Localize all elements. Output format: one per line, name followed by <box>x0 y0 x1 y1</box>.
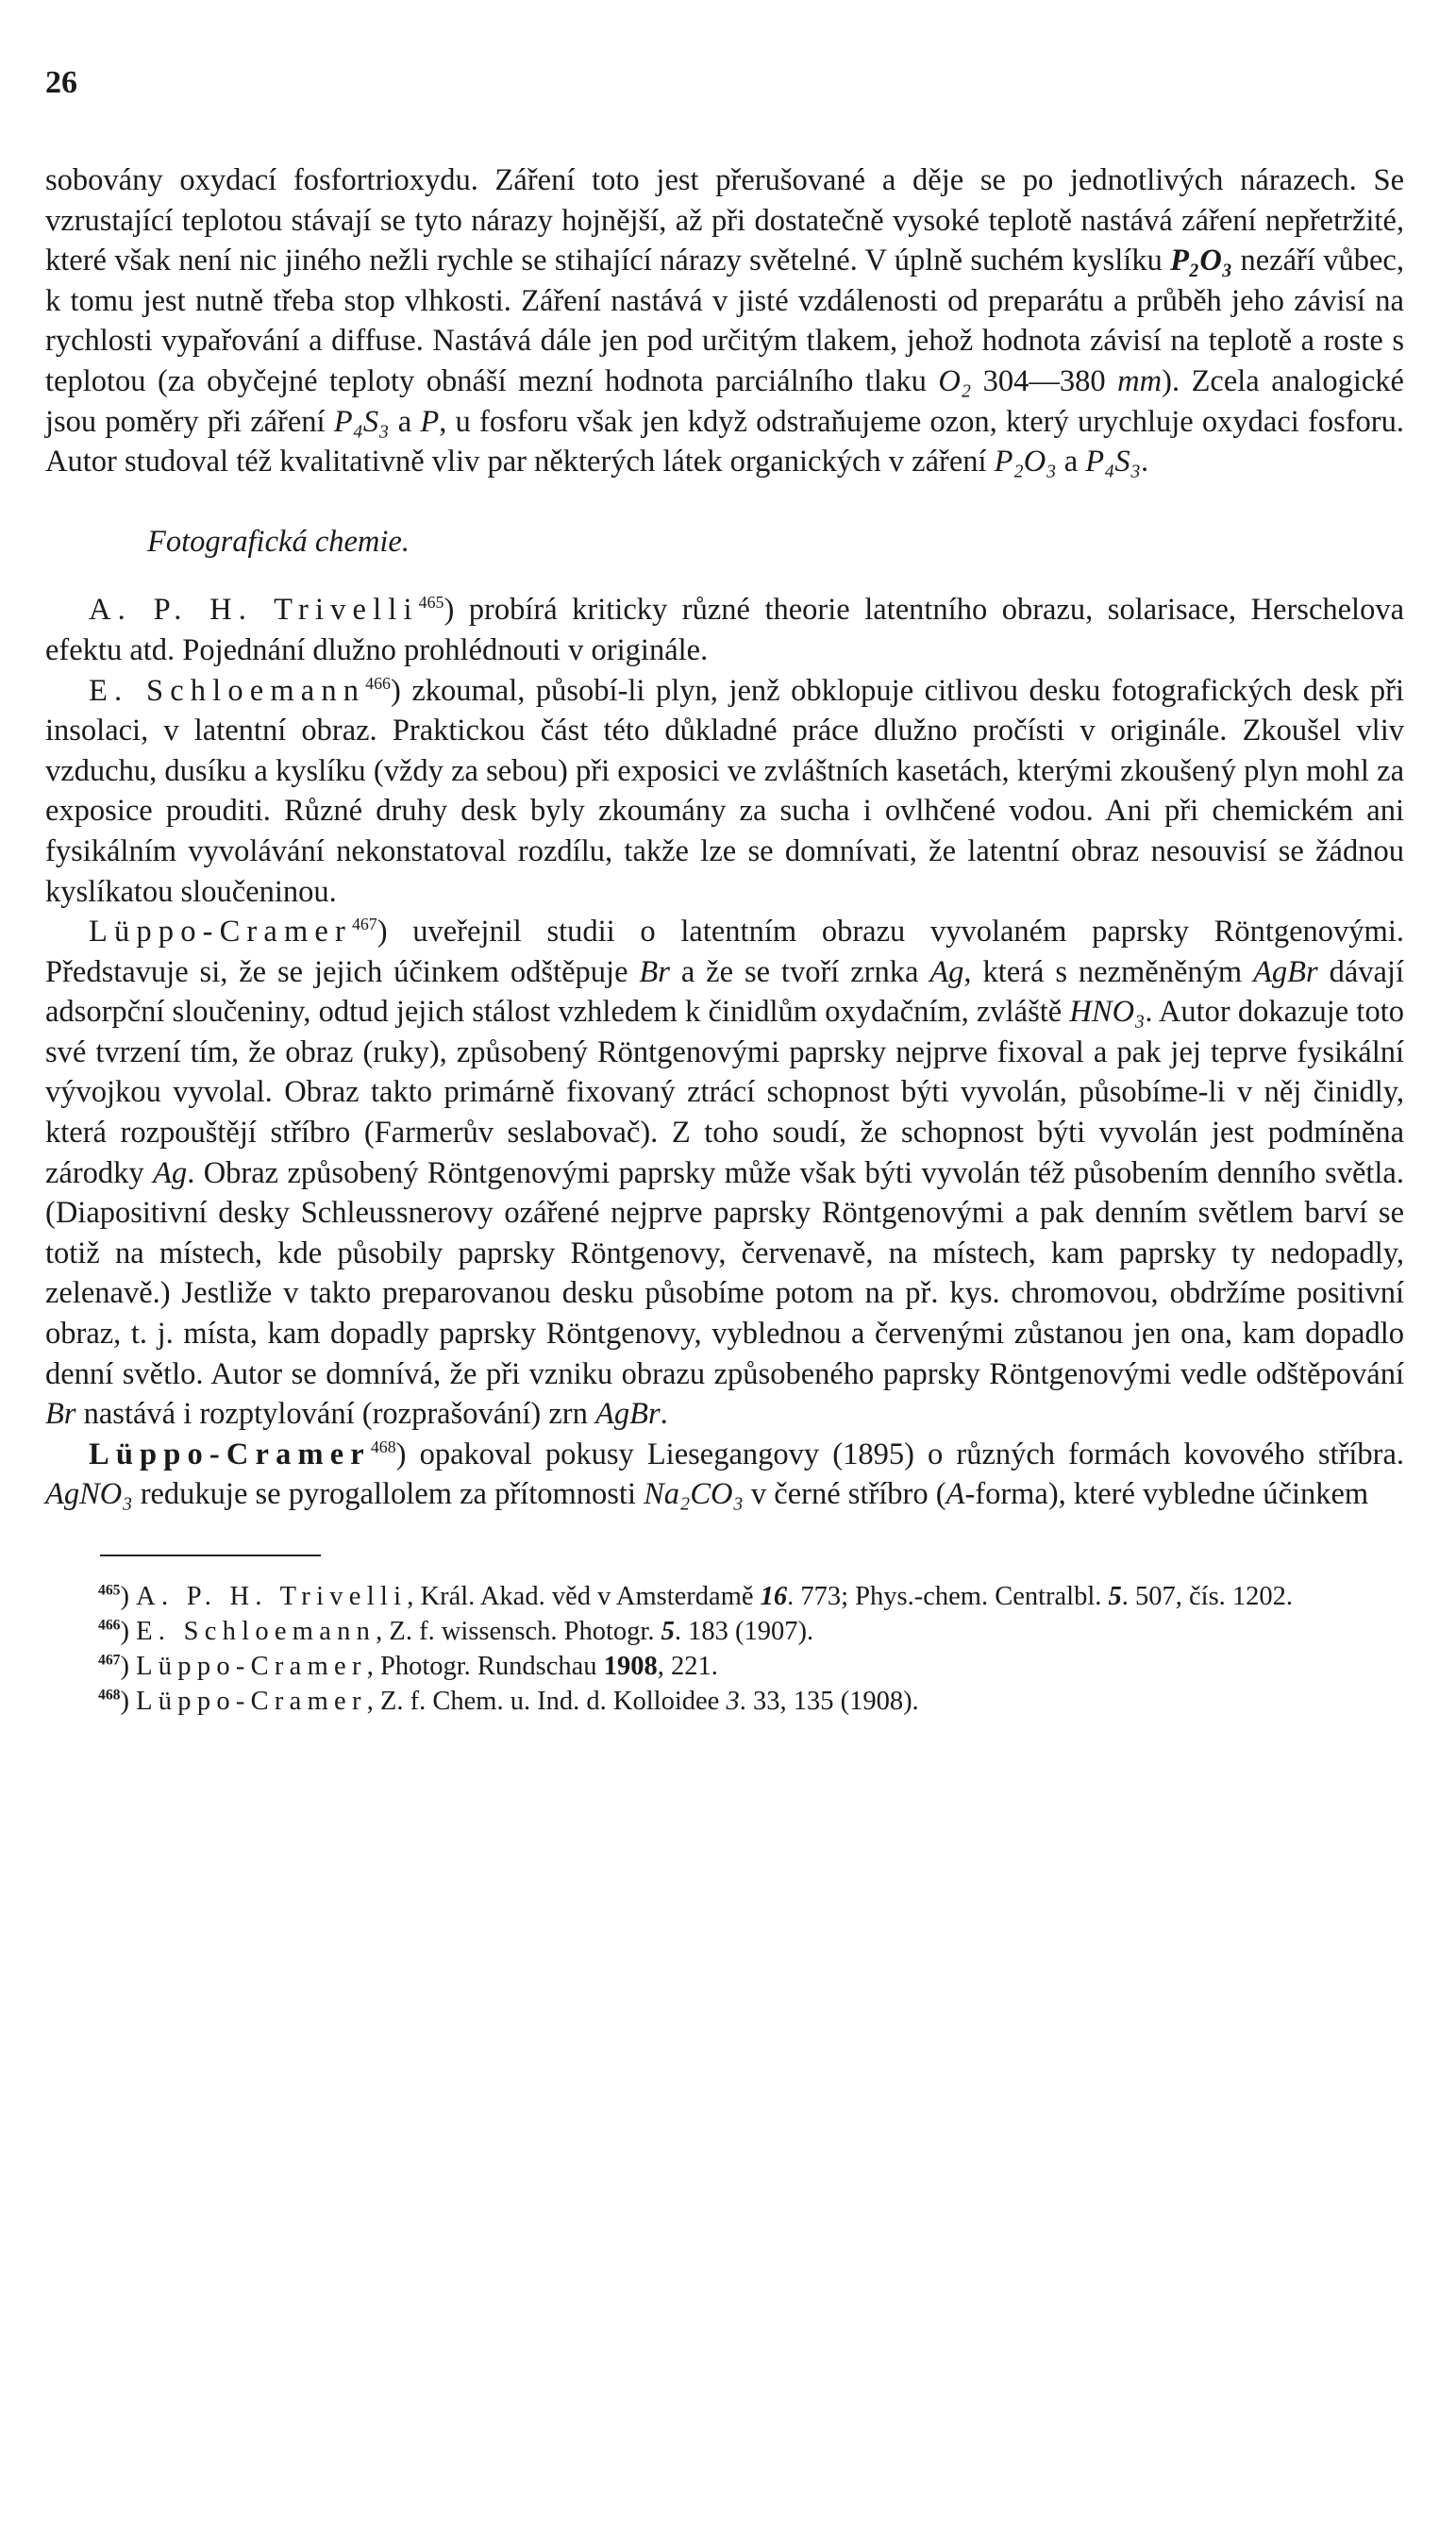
formula: Br <box>639 954 670 989</box>
formula: AgBr <box>595 1397 661 1432</box>
paragraph-luppo-cramer-1: Lüppo-Cramer$^{467}$) uveřejnil studii o latentním obrazu vyvolaném paprsky Röntgenovými. Představuje si, že se jejich účinkem odštěpuje Br a že se tvoří zrnka Ag, která s nezměněným AgBr dávají adsorpční sloučeniny, odtud jejich stálost vzhledem k činidlům oxydačním, zvláště HNO₃. Autor dokazuje toto své tvrzení tím, že obraz (ruky), způsobený Röntgenovými paprsky nejprve fixoval a pak jej teprve fysikální vývojkou vyvolal. Obraz takto primárně fixovaný ztrácí schopnost býti vyvolán, působíme-li v něj činidly, která rozpouštějí stříbro (Farmerův seslabovač). Z toho soudí, že schopnost býti vyvolán jest podmíněna zárodky Ag. Obraz způsobený Röntgenovými paprsky může však býti vyvolán též působením denního světla. (Diapositivní desky Schleussnerovy ozářené nejprve paprsky Röntgenovými a pak denním světlem barví se totiž na místech, kde působily paprsky Röntgenovy, červenavě, na místech, kam paprsky ty nedopadly, zelenavě.) Jestliže v takto preparovanou desku působíme potom na př. kys. chromovou, obdržíme positivní obraz, t. j. místa, kam dopadly paprsky Röntgenovy, vyblednou a červenými zůstanou jen ona, kam dopadlo denní světlo. Autor se domnívá, že při vzniku obrazu způsobeného paprsky Röntgenovými vedle odštěpování Br nastává i rozptylování (rozprašování) zrn AgBr. <box>45 915 1404 1432</box>
author-name: A. P. H. Trivelli <box>89 593 419 628</box>
footnote-ref: 468 <box>370 1437 396 1456</box>
formula: Na₂CO₃ <box>644 1477 744 1512</box>
footnotes <box>45 1579 1404 1719</box>
footnote-466: $^{466}$) E. Schloemann, Z. f. wissensch. Photogr. 5. 183 (1907). <box>98 1617 814 1646</box>
formula: HNO₃ <box>1069 995 1146 1030</box>
formula: P₂O₃ <box>1170 244 1233 278</box>
formula: Ag <box>153 1155 188 1190</box>
formula: P <box>420 404 440 439</box>
footnote-465: $^{465}$) A. P. H. Trivelli, Král. Akad. věd v Amsterdamě 16. 773; Phys.-chem. Centralbl. 5. 507, čís. 1202. <box>98 1582 1294 1611</box>
author-name: Lüppo-Cramer <box>89 915 352 950</box>
footnote-ref: 465 <box>418 593 444 613</box>
formula: P₄S₃ <box>333 404 390 439</box>
footnote-ref: 466 <box>365 673 391 693</box>
section-heading: Fotografická chemie. <box>147 524 410 559</box>
formula: Ag <box>929 954 964 989</box>
formula: P₂O₃ <box>994 445 1057 479</box>
footnote-468: $^{468}$) Lüppo-Cramer, Z. f. Chem. u. Ind. d. Kolloidee 3. 33, 135 (1908). <box>98 1687 919 1716</box>
author-name: Lüppo-Cramer <box>89 1437 371 1471</box>
paragraph-schloemann: E. Schloemann$^{466}$) zkoumal, působí-li plyn, jenž obklopuje citlivou desku fotografických desk při insolaci, v latentní obraz. Praktickou část této důkladné práce dlužno pročísti v originále. Zkoušel vliv vzduchu, dusíku a kyslíku (vždy za sebou) při exposici ve zvláštních kasetách, kterými zkoušený plyn mohl za exposice prouditi. Různé druhy desk byly zkoumány za sucha i ovlhčené vodou. Ani při chemickém ani fysikálním vyvolávání nekonstatoval rozdílu, takže lze se domnívati, že latentní obraz nesouvisí se žádnou kyslíkatou sloučeninou. <box>45 673 1404 909</box>
author-name: E. Schloemann <box>89 673 366 708</box>
footnote-467: $^{467}$) Lüppo-Cramer, Photogr. Rundschau 1908, 221. <box>98 1652 718 1681</box>
formula: O₂ <box>938 363 972 398</box>
footnote-ref: 467 <box>351 915 377 934</box>
footnote-divider <box>100 1555 321 1556</box>
formula: AgNO₃ <box>45 1477 133 1512</box>
page-number: 26 <box>45 65 77 100</box>
unit: mm <box>1117 363 1163 398</box>
paragraph-luppo-cramer-2: Lüppo-Cramer$^{468}$) opakoval pokusy Liesegangovy (1895) o různých formách kovového stříbra. AgNO₃ redukuje se pyrogallolem za přítomnosti Na₂CO₃ v černé stříbro (A-forma), které vybledne účinkem <box>45 1437 1404 1512</box>
paragraph-phosphor-radiation: sobovány oxydací fosfortrioxydu. Záření toto jest přerušované a děje se po jednotlivých nárazech. Se vzrustající teplotou stávají se tyto nárazy hojnější, až při dostatečně vysoké teplotě nastává záření nepřetržité, které však není nic jiného nežli rychle se stihající nárazy světelné. V úplně suchém kyslíku P₂O₃ nezáří vůbec, k tomu jest nutně třeba stop vlhkosti. Záření nastává v jisté vzdálenosti od preparátu a průběh jeho závisí na rychlosti vypařování a diffuse. Nastává dále jen pod určitým tlakem, jehož hodnota závisí na teplotě a roste s teplotou (za obyčejné teploty obnáší mezní hodnota parciálního tlaku O₂ 304—380 mm). Zcela analogické jsou poměry při záření P₄S₃ a P, u fosforu však jen když odstraňujeme ozon, který urychluje oxydaci fosforu. Autor studoval též kvalitativně vliv par některých látek organických v záření P₂O₃ a P₄S₃. <box>45 163 1404 479</box>
formula: A <box>946 1477 965 1512</box>
book-page <box>45 64 1404 1719</box>
formula: Br <box>45 1397 76 1432</box>
formula: P₄S₃ <box>1085 445 1141 479</box>
paragraph-trivelli: A. P. H. Trivelli$^{465}$) probírá kriticky různé theorie latentního obrazu, solarisace, Herschelova efektu atd. Pojednání dlužno prohlédnouti v originále. <box>45 593 1404 667</box>
formula: AgBr <box>1253 954 1318 989</box>
